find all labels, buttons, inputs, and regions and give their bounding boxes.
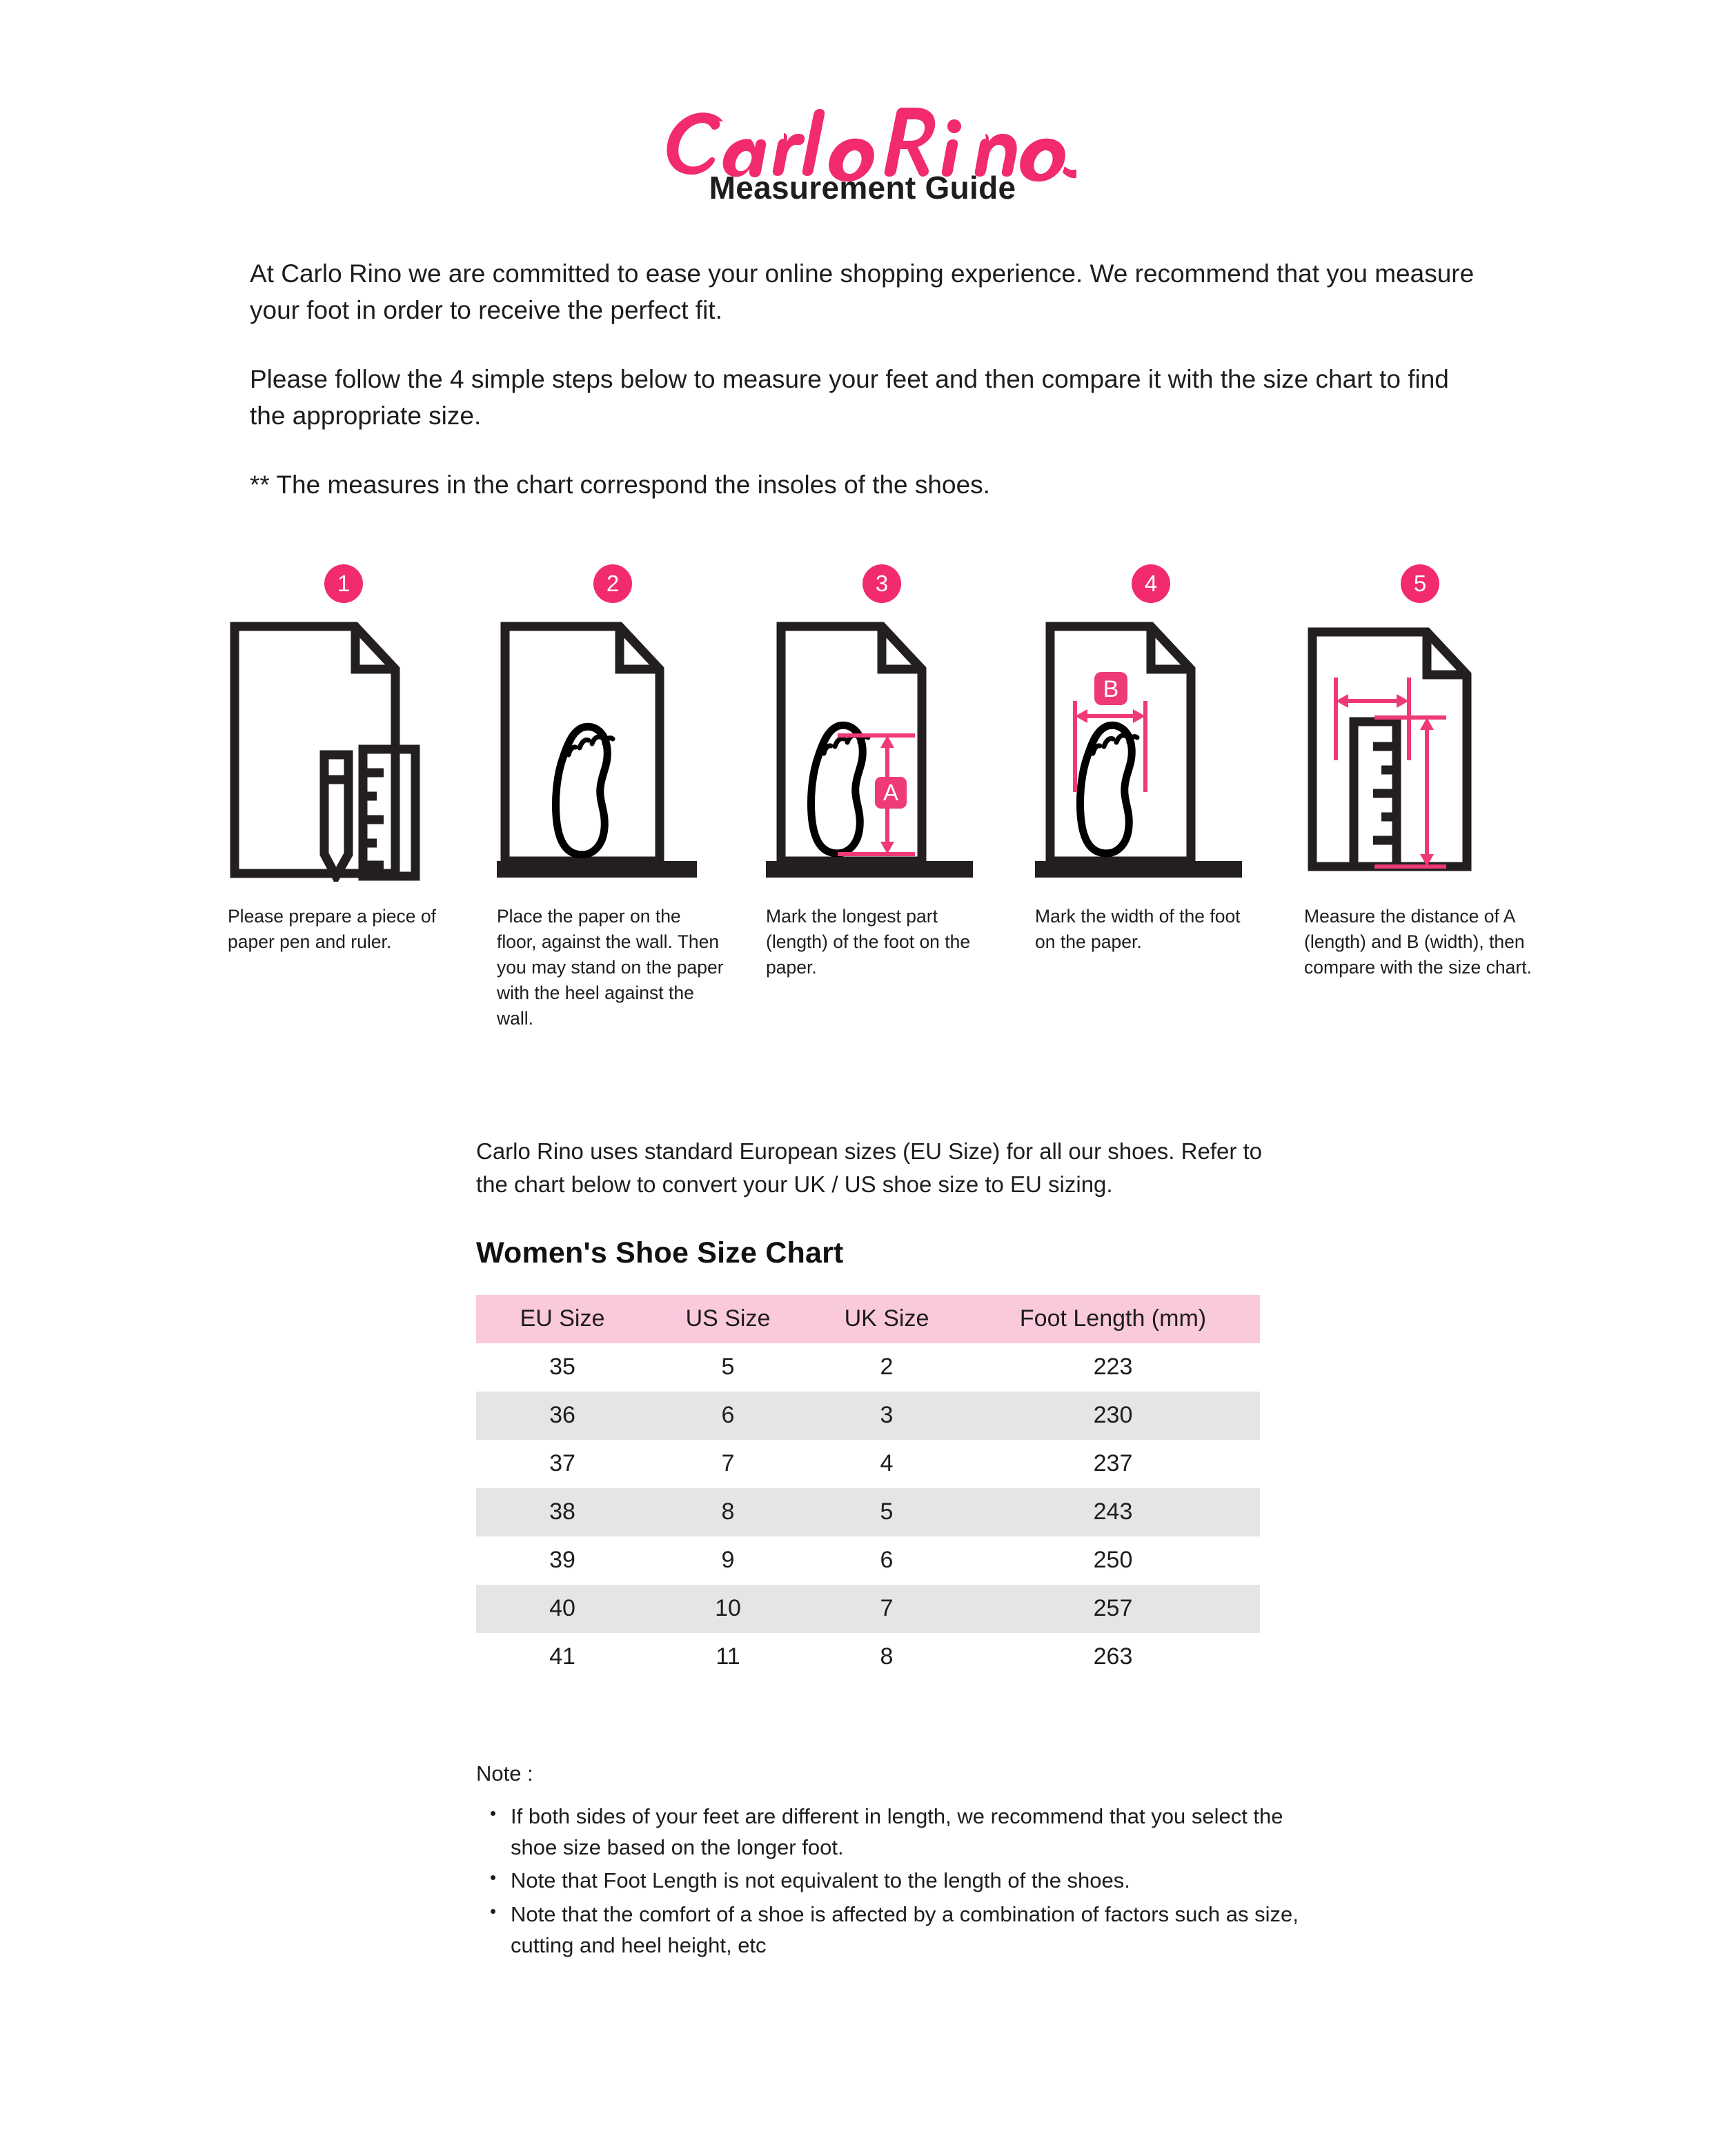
size-chart-title: Women's Shoe Size Chart xyxy=(476,1236,844,1270)
size-chart-section xyxy=(0,1135,1725,1681)
step-number-badge: 3 xyxy=(862,564,901,603)
table-header-row xyxy=(476,1295,1260,1343)
step-number-badge: 5 xyxy=(1401,564,1439,603)
cell-uk: 6 xyxy=(880,1547,894,1574)
notes-section xyxy=(0,1761,1725,1961)
step-1-figure xyxy=(228,620,490,889)
cell-us: 10 xyxy=(715,1595,741,1622)
paper-foot-length-icon xyxy=(766,620,980,882)
cell-eu: 37 xyxy=(549,1450,575,1477)
intro-paragraph-3: ** The measures in the chart correspond the insoles of the shoes. xyxy=(250,471,990,500)
size-chart-intro: Carlo Rino uses standard European sizes (EU Size) for all our shoes. Refer to the chart below to convert your UK / US shoe size to EU sizing. xyxy=(476,1138,1263,1197)
step-5-figure xyxy=(1304,620,1566,889)
table-row xyxy=(476,1536,1260,1585)
cell-eu: 39 xyxy=(549,1547,575,1574)
cell-eu: 41 xyxy=(549,1643,575,1670)
cell-eu: 36 xyxy=(549,1402,575,1429)
step-number-badge: 4 xyxy=(1132,564,1170,603)
cell-eu: 40 xyxy=(549,1595,575,1622)
cell-foot-length: 223 xyxy=(1093,1354,1133,1381)
step-2 xyxy=(497,564,766,1031)
cell-uk: 2 xyxy=(880,1354,894,1381)
note-item: • Note that the comfort of a shoe is affected by a combination of factors such as size, cutting and heel height, etc xyxy=(508,1899,1325,1961)
step-3-figure xyxy=(766,620,1028,889)
step-1 xyxy=(228,564,497,1031)
step-5-caption: Measure the distance of A (length) and B (width), then compare with the size chart. xyxy=(1304,905,1532,978)
step-2-figure xyxy=(497,620,759,889)
cell-foot-length: 263 xyxy=(1093,1643,1133,1670)
cell-uk: 3 xyxy=(880,1402,894,1429)
paper-pencil-ruler-icon xyxy=(228,620,428,882)
cell-eu: 35 xyxy=(549,1354,575,1381)
column-header-foot-length: Foot Length (mm) xyxy=(1019,1305,1207,1332)
size-chart-table xyxy=(476,1295,1260,1681)
paper-foot-floor-icon xyxy=(497,620,704,882)
cell-us: 6 xyxy=(721,1402,735,1429)
table-row xyxy=(476,1392,1260,1440)
table-row xyxy=(476,1633,1260,1681)
step-number-badge: 1 xyxy=(324,564,363,603)
cell-foot-length: 230 xyxy=(1093,1402,1133,1429)
page-title: Measurement Guide xyxy=(709,170,1016,206)
step-2-badge-row xyxy=(497,564,759,620)
intro-paragraph-2: Please follow the 4 simple steps below to measure your feet and then compare it with the size chart to find the appropriate size. xyxy=(250,365,1449,430)
cell-us: 7 xyxy=(721,1450,735,1477)
cell-foot-length: 243 xyxy=(1093,1499,1133,1525)
cell-eu: 38 xyxy=(549,1499,575,1525)
note-item: • If both sides of your feet are different in length, we recommend that you select the shoe size based on the longer foot. xyxy=(508,1801,1325,1863)
cell-us: 8 xyxy=(721,1499,735,1525)
cell-foot-length: 257 xyxy=(1093,1595,1133,1622)
column-header-us: US Size xyxy=(685,1305,771,1332)
table-body xyxy=(476,1343,1260,1681)
column-header-eu: EU Size xyxy=(520,1305,605,1332)
step-3-badge-row xyxy=(766,564,1028,620)
table-row xyxy=(476,1440,1260,1488)
table-row xyxy=(476,1488,1260,1536)
step-number-badge: 2 xyxy=(593,564,632,603)
step-4-caption: Mark the width of the foot on the paper. xyxy=(1035,905,1241,952)
table-row xyxy=(476,1585,1260,1633)
column-header-uk: UK Size xyxy=(844,1305,929,1332)
intro-paragraph-1: At Carlo Rino we are committed to ease your online shopping experience. We recommend that you measure your foot in order to receive the perfect fit. xyxy=(250,259,1475,324)
cell-uk: 5 xyxy=(880,1499,894,1525)
step-4-badge-row xyxy=(1035,564,1297,620)
cell-foot-length: 250 xyxy=(1093,1547,1133,1574)
cell-foot-length: 237 xyxy=(1093,1450,1133,1477)
notes-list xyxy=(476,1801,1725,1961)
paper-foot-width-icon xyxy=(1035,620,1249,882)
cell-us: 5 xyxy=(721,1354,735,1381)
step-3 xyxy=(766,564,1035,1031)
brand-logo xyxy=(0,0,1725,138)
cell-us: 11 xyxy=(716,1643,740,1670)
cell-uk: 4 xyxy=(880,1450,894,1477)
step-1-caption: Please prepare a piece of paper pen and ruler. xyxy=(228,905,437,952)
step-1-badge-row xyxy=(228,564,490,620)
measure-label-b: B xyxy=(1103,675,1119,702)
step-4 xyxy=(1035,564,1304,1031)
cell-us: 9 xyxy=(721,1547,735,1574)
step-2-caption: Place the paper on the floor, against the wall. Then you may stand on the paper with the heel against the wall. xyxy=(497,905,724,1029)
step-3-caption: Mark the longest part (length) of the foot on the paper. xyxy=(766,905,971,978)
step-5-badge-row xyxy=(1304,564,1566,620)
step-5 xyxy=(1304,564,1573,1031)
cell-uk: 7 xyxy=(880,1595,894,1622)
note-item: • Note that Foot Length is not equivalent to the length of the shoes. xyxy=(508,1866,1325,1897)
table-row xyxy=(476,1343,1260,1392)
step-4-figure xyxy=(1035,620,1297,889)
measure-label-a: A xyxy=(883,779,899,805)
cell-uk: 8 xyxy=(880,1643,894,1670)
paper-ruler-measure-icon xyxy=(1304,620,1511,882)
intro-section xyxy=(241,169,1483,504)
notes-label: Note : xyxy=(476,1761,533,1786)
steps-row xyxy=(0,564,1725,1031)
